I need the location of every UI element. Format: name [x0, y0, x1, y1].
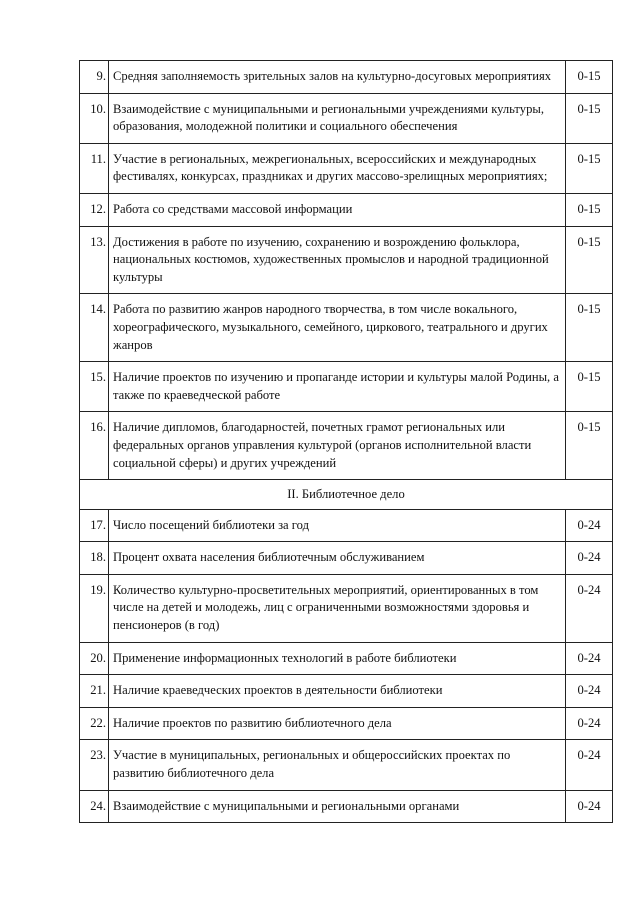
row-criterion: Применение информационных технологий в работе библиотеки: [109, 642, 566, 675]
row-score: 0-24: [566, 707, 613, 740]
row-number: 13.: [80, 226, 109, 294]
row-number: 20.: [80, 642, 109, 675]
row-criterion: Наличие краеведческих проектов в деятельности библиотеки: [109, 675, 566, 708]
row-number: 16.: [80, 412, 109, 480]
row-score: 0-15: [566, 362, 613, 412]
row-score: 0-15: [566, 93, 613, 143]
row-criterion: Работа по развитию жанров народного творчества, в том числе вокального, хореографического, музыкального, семейного, циркового, театрального и других жанров: [109, 294, 566, 362]
row-number: 10.: [80, 93, 109, 143]
row-criterion: Наличие проектов по развитию библиотечного дела: [109, 707, 566, 740]
row-score: 0-24: [566, 790, 613, 823]
row-number: 22.: [80, 707, 109, 740]
row-score: 0-15: [566, 226, 613, 294]
table-row: [80, 642, 613, 675]
row-score: 0-15: [566, 294, 613, 362]
row-criterion: Процент охвата населения библиотечным обслуживанием: [109, 542, 566, 575]
row-criterion: Участие в региональных, межрегиональных, всероссийских и международных фестивалях, конкурсах, праздниках и других массово-зрелищных мероприятиях;: [109, 143, 566, 193]
table-row: [80, 542, 613, 575]
table-row: [80, 574, 613, 642]
table-row: [80, 143, 613, 193]
row-score: 0-24: [566, 509, 613, 542]
row-number: 12.: [80, 193, 109, 226]
table-row: [80, 509, 613, 542]
row-number: 15.: [80, 362, 109, 412]
row-score: 0-24: [566, 675, 613, 708]
row-criterion: Достижения в работе по изучению, сохранению и возрождению фольклора, национальных костюмов, художественных промыслов и народной традиционной культуры: [109, 226, 566, 294]
table-row: [80, 790, 613, 823]
row-score: 0-15: [566, 193, 613, 226]
row-criterion: Наличие проектов по изучению и пропаганде истории и культуры малой Родины, а также по краеведческой работе: [109, 362, 566, 412]
criteria-rows-part1: [80, 61, 613, 480]
row-score: 0-15: [566, 412, 613, 480]
row-score: 0-24: [566, 740, 613, 790]
section-row: [80, 480, 613, 510]
row-criterion: Взаимодействие с муниципальными и региональными учреждениями культуры, образования, молодежной политики и социального обеспечения: [109, 93, 566, 143]
row-criterion: Работа со средствами массовой информации: [109, 193, 566, 226]
row-number: 14.: [80, 294, 109, 362]
table-row: [80, 412, 613, 480]
table-row: [80, 362, 613, 412]
table-row: [80, 93, 613, 143]
table-row: [80, 707, 613, 740]
criteria-table: [79, 60, 613, 823]
table-row: [80, 294, 613, 362]
row-score: 0-24: [566, 542, 613, 575]
row-number: 23.: [80, 740, 109, 790]
row-number: 18.: [80, 542, 109, 575]
row-criterion: Участие в муниципальных, региональных и общероссийских проектах по развитию библиотечного дела: [109, 740, 566, 790]
row-number: 19.: [80, 574, 109, 642]
row-score: 0-24: [566, 574, 613, 642]
row-score: 0-15: [566, 143, 613, 193]
criteria-rows-part2: [80, 509, 613, 823]
row-criterion: Наличие дипломов, благодарностей, почетных грамот региональных или федеральных органов управления культурой (органов исполнительной власти социальной сферы) и других учреждений: [109, 412, 566, 480]
table-row: [80, 675, 613, 708]
row-score: 0-15: [566, 61, 613, 94]
row-number: 11.: [80, 143, 109, 193]
table-row: [80, 193, 613, 226]
row-number: 21.: [80, 675, 109, 708]
document-page: [79, 60, 613, 823]
row-criterion: Количество культурно-просветительных мероприятий, ориентированных в том числе на детей и молодежь, лиц с ограниченными возможностями здоровья и пенсионеров (в год): [109, 574, 566, 642]
table-row: [80, 61, 613, 94]
row-criterion: Число посещений библиотеки за год: [109, 509, 566, 542]
table-row: [80, 740, 613, 790]
table-row: [80, 226, 613, 294]
section-title: II. Библиотечное дело: [80, 480, 613, 510]
row-score: 0-24: [566, 642, 613, 675]
row-criterion: Взаимодействие с муниципальными и региональными органами: [109, 790, 566, 823]
row-criterion: Средняя заполняемость зрительных залов на культурно-досуговых мероприятиях: [109, 61, 566, 94]
row-number: 17.: [80, 509, 109, 542]
row-number: 9.: [80, 61, 109, 94]
row-number: 24.: [80, 790, 109, 823]
